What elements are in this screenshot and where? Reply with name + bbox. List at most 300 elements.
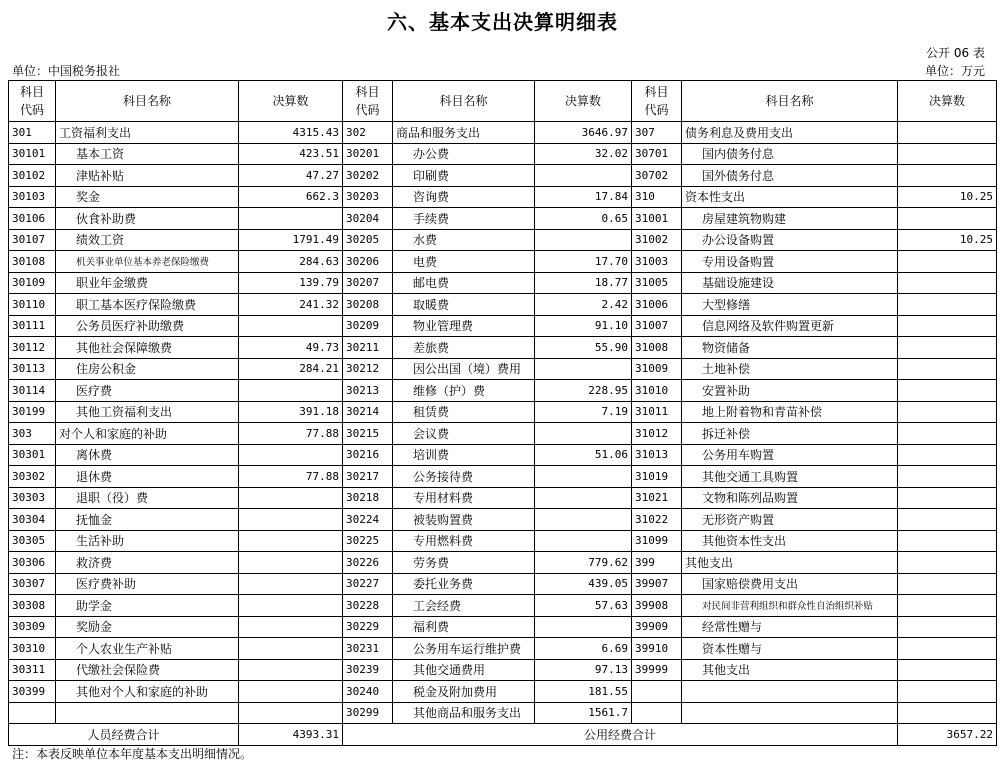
cell-amount [898, 466, 997, 488]
cell-amount [898, 702, 997, 724]
cell-name: 对个人和家庭的补助 [56, 423, 239, 445]
table-row [9, 294, 997, 316]
cell-amount [898, 530, 997, 552]
table-row [9, 165, 997, 187]
cell-amount: 17.70 [535, 251, 632, 273]
table-row [9, 401, 997, 423]
cell-code: 30206 [343, 251, 393, 273]
cell-code: 30229 [343, 616, 393, 638]
cell-amount [239, 315, 343, 337]
cell-name: 国外债务付息 [682, 165, 898, 187]
cell-code: 30309 [9, 616, 56, 638]
cell-name: 公务员医疗补助缴费 [56, 315, 239, 337]
cell-amount: 49.73 [239, 337, 343, 359]
cell-code: 30218 [343, 487, 393, 509]
cell-amount [898, 487, 997, 509]
cell-amount: 2.42 [535, 294, 632, 316]
cell-amount [898, 208, 997, 230]
cell-code: 30307 [9, 573, 56, 595]
cell-name: 退休费 [56, 466, 239, 488]
cell-amount [535, 530, 632, 552]
cell-amount: 77.88 [239, 466, 343, 488]
cell-name: 其他工资福利支出 [56, 401, 239, 423]
table-row [9, 272, 997, 294]
cell-code: 30201 [343, 143, 393, 165]
table-row [9, 229, 997, 251]
cell-amount: 181.55 [535, 681, 632, 703]
table-row [9, 122, 997, 144]
cell-code: 39909 [632, 616, 682, 638]
cell-amount [535, 229, 632, 251]
cell-code: 30228 [343, 595, 393, 617]
cell-code [632, 681, 682, 703]
cell-name: 医疗费补助 [56, 573, 239, 595]
cell-name: 资本性支出 [682, 186, 898, 208]
form-number: 公开 06 表 [926, 46, 985, 60]
page-title: 六、基本支出决算明细表 [387, 10, 618, 34]
cell-amount [239, 444, 343, 466]
cell-amount [898, 122, 997, 144]
cell-amount [898, 616, 997, 638]
cell-code: 30208 [343, 294, 393, 316]
cell-name: 委托业务费 [393, 573, 535, 595]
cell-code: 30205 [343, 229, 393, 251]
cell-code: 30213 [343, 380, 393, 402]
cell-amount [239, 208, 343, 230]
cell-name: 租赁费 [393, 401, 535, 423]
cell-name: 其他社会保障缴费 [56, 337, 239, 359]
cell-amount [239, 380, 343, 402]
cell-amount [239, 552, 343, 574]
cell-code: 30203 [343, 186, 393, 208]
cell-code: 30109 [9, 272, 56, 294]
cell-code: 31009 [632, 358, 682, 380]
cell-name: 邮电费 [393, 272, 535, 294]
cell-amount [239, 509, 343, 531]
cell-name: 工会经费 [393, 595, 535, 617]
cell-name: 绩效工资 [56, 229, 239, 251]
cell-name: 国家赔偿费用支出 [682, 573, 898, 595]
currency-unit: 单位：万元 [924, 64, 985, 78]
cell-amount [898, 444, 997, 466]
cell-amount [239, 681, 343, 703]
cell-code: 30304 [9, 509, 56, 531]
cell-name: 其他商品和服务支出 [393, 702, 535, 724]
expenditure-table [8, 80, 997, 746]
cell-amount [239, 702, 343, 724]
cell-amount [898, 681, 997, 703]
cell-name: 对民间非营利组织和群众性自治组织补贴 [682, 595, 898, 617]
cell-name: 生活补助 [56, 530, 239, 552]
table-row [9, 423, 997, 445]
cell-code: 31099 [632, 530, 682, 552]
cell-name: 专用设备购置 [682, 251, 898, 273]
cell-amount: 1791.49 [239, 229, 343, 251]
cell-amount: 18.77 [535, 272, 632, 294]
cell-name: 地上附着物和青苗补偿 [682, 401, 898, 423]
table-row [9, 444, 997, 466]
cell-code: 30227 [343, 573, 393, 595]
cell-amount [535, 423, 632, 445]
cell-name: 被装购置费 [393, 509, 535, 531]
cell-code: 30101 [9, 143, 56, 165]
cell-name: 取暖费 [393, 294, 535, 316]
table-row [9, 315, 997, 337]
cell-amount: 91.10 [535, 315, 632, 337]
cell-name: 退职（役）费 [56, 487, 239, 509]
table-row [9, 487, 997, 509]
cell-code: 30306 [9, 552, 56, 574]
cell-code: 31022 [632, 509, 682, 531]
table-row [9, 358, 997, 380]
cell-name: 会议费 [393, 423, 535, 445]
cell-code: 30107 [9, 229, 56, 251]
header-name: 科目名称 [682, 81, 898, 122]
cell-code: 30224 [343, 509, 393, 531]
cell-name: 手续费 [393, 208, 535, 230]
cell-name: 福利费 [393, 616, 535, 638]
header-name: 科目名称 [393, 81, 535, 122]
cell-code: 30231 [343, 638, 393, 660]
cell-code: 30302 [9, 466, 56, 488]
cell-code: 31008 [632, 337, 682, 359]
table-row [9, 530, 997, 552]
cell-code: 31019 [632, 466, 682, 488]
cell-code: 30217 [343, 466, 393, 488]
cell-name: 离休费 [56, 444, 239, 466]
cell-code: 30114 [9, 380, 56, 402]
cell-amount: 7.19 [535, 401, 632, 423]
cell-amount [898, 358, 997, 380]
cell-code: 30111 [9, 315, 56, 337]
cell-name: 办公设备购置 [682, 229, 898, 251]
cell-name: 基本工资 [56, 143, 239, 165]
cell-amount [239, 487, 343, 509]
table-row [9, 573, 997, 595]
cell-code: 30299 [343, 702, 393, 724]
header-code: 科目 代码 [343, 81, 393, 122]
public-total-label: 公用经费合计 [343, 724, 898, 746]
cell-code: 30199 [9, 401, 56, 423]
header-amount: 决算数 [535, 81, 632, 122]
cell-code: 30112 [9, 337, 56, 359]
cell-name: 资本性赠与 [682, 638, 898, 660]
cell-amount [898, 337, 997, 359]
cell-code: 30226 [343, 552, 393, 574]
table-row [9, 337, 997, 359]
cell-code: 30311 [9, 659, 56, 681]
cell-amount: 139.79 [239, 272, 343, 294]
cell-code: 30110 [9, 294, 56, 316]
cell-amount [535, 466, 632, 488]
cell-amount [898, 272, 997, 294]
cell-name: 抚恤金 [56, 509, 239, 531]
cell-amount [898, 165, 997, 187]
cell-name: 信息网络及软件购置更新 [682, 315, 898, 337]
cell-code: 31003 [632, 251, 682, 273]
cell-amount: 439.05 [535, 573, 632, 595]
cell-name: 咨询费 [393, 186, 535, 208]
reporting-unit: 单位：中国税务报社 [12, 64, 121, 78]
cell-amount [898, 509, 997, 531]
cell-name: 劳务费 [393, 552, 535, 574]
cell-name: 其他支出 [682, 659, 898, 681]
cell-code [632, 702, 682, 724]
cell-code: 30102 [9, 165, 56, 187]
cell-amount: 77.88 [239, 423, 343, 445]
cell-name: 文物和陈列品购置 [682, 487, 898, 509]
cell-name: 办公费 [393, 143, 535, 165]
cell-amount [898, 143, 997, 165]
cell-amount: 32.02 [535, 143, 632, 165]
cell-code: 30301 [9, 444, 56, 466]
cell-name: 差旅费 [393, 337, 535, 359]
table-row [9, 380, 997, 402]
cell-amount [898, 638, 997, 660]
cell-name [682, 702, 898, 724]
cell-name: 代缴社会保险费 [56, 659, 239, 681]
cell-name [56, 702, 239, 724]
cell-amount [898, 423, 997, 445]
cell-code: 30225 [343, 530, 393, 552]
table-row [9, 702, 997, 724]
table-row [9, 509, 997, 531]
cell-code: 39908 [632, 595, 682, 617]
cell-code: 399 [632, 552, 682, 574]
cell-amount: 391.18 [239, 401, 343, 423]
cell-name: 基础设施建设 [682, 272, 898, 294]
cell-amount [898, 315, 997, 337]
cell-code: 30214 [343, 401, 393, 423]
header-amount: 决算数 [898, 81, 997, 122]
cell-amount [239, 638, 343, 660]
header-code: 科目 代码 [632, 81, 682, 122]
cell-amount: 662.3 [239, 186, 343, 208]
cell-name: 国内债务付息 [682, 143, 898, 165]
cell-code: 30239 [343, 659, 393, 681]
cell-code: 31011 [632, 401, 682, 423]
cell-name: 土地补偿 [682, 358, 898, 380]
cell-name: 机关事业单位基本养老保险缴费 [56, 251, 239, 273]
cell-name: 专用材料费 [393, 487, 535, 509]
cell-name: 维修（护）费 [393, 380, 535, 402]
cell-name: 房屋建筑物购建 [682, 208, 898, 230]
cell-amount [535, 165, 632, 187]
cell-code: 30701 [632, 143, 682, 165]
cell-amount: 241.32 [239, 294, 343, 316]
cell-amount: 57.63 [535, 595, 632, 617]
cell-code: 39910 [632, 638, 682, 660]
table-row [9, 638, 997, 660]
footnote: 注：本表反映单位本年度基本支出明细情况。 [12, 747, 253, 761]
cell-amount: 284.21 [239, 358, 343, 380]
totals-row [9, 724, 997, 746]
cell-code: 301 [9, 122, 56, 144]
cell-code: 31002 [632, 229, 682, 251]
cell-amount [535, 358, 632, 380]
header-amount: 决算数 [239, 81, 343, 122]
table-row [9, 595, 997, 617]
table-row [9, 143, 997, 165]
cell-code: 31006 [632, 294, 682, 316]
header-name: 科目名称 [56, 81, 239, 122]
cell-amount: 97.13 [535, 659, 632, 681]
cell-name: 奖金 [56, 186, 239, 208]
table-row [9, 186, 997, 208]
cell-amount [898, 401, 997, 423]
cell-name: 大型修缮 [682, 294, 898, 316]
cell-code: 302 [343, 122, 393, 144]
cell-amount [239, 573, 343, 595]
cell-code: 31001 [632, 208, 682, 230]
cell-amount [898, 552, 997, 574]
cell-amount [535, 509, 632, 531]
cell-amount [535, 616, 632, 638]
table-row [9, 208, 997, 230]
cell-amount [535, 487, 632, 509]
cell-code: 30108 [9, 251, 56, 273]
cell-amount: 3646.97 [535, 122, 632, 144]
cell-code: 310 [632, 186, 682, 208]
cell-code: 30113 [9, 358, 56, 380]
cell-name: 商品和服务支出 [393, 122, 535, 144]
cell-amount: 10.25 [898, 229, 997, 251]
cell-name: 其他交通工具购置 [682, 466, 898, 488]
cell-code: 31012 [632, 423, 682, 445]
cell-name: 个人农业生产补贴 [56, 638, 239, 660]
cell-amount: 17.84 [535, 186, 632, 208]
cell-amount: 228.95 [535, 380, 632, 402]
cell-name: 水费 [393, 229, 535, 251]
cell-amount: 284.63 [239, 251, 343, 273]
cell-amount [898, 251, 997, 273]
cell-amount [239, 616, 343, 638]
cell-code: 30103 [9, 186, 56, 208]
header-row [9, 81, 997, 122]
cell-amount [898, 595, 997, 617]
cell-code: 39907 [632, 573, 682, 595]
public-total-amount: 3657.22 [898, 724, 997, 746]
cell-name: 印刷费 [393, 165, 535, 187]
cell-amount: 47.27 [239, 165, 343, 187]
cell-name: 经常性赠与 [682, 616, 898, 638]
cell-name: 其他资本性支出 [682, 530, 898, 552]
personnel-total-amount: 4393.31 [239, 724, 343, 746]
cell-amount: 4315.43 [239, 122, 343, 144]
cell-amount: 0.65 [535, 208, 632, 230]
table-row [9, 659, 997, 681]
cell-code: 30215 [343, 423, 393, 445]
cell-amount [239, 595, 343, 617]
cell-amount: 10.25 [898, 186, 997, 208]
cell-name: 债务利息及费用支出 [682, 122, 898, 144]
cell-name: 物资储备 [682, 337, 898, 359]
cell-code: 30310 [9, 638, 56, 660]
cell-name: 因公出国（境）费用 [393, 358, 535, 380]
cell-name: 拆迁补偿 [682, 423, 898, 445]
cell-name: 工资福利支出 [56, 122, 239, 144]
cell-code: 30702 [632, 165, 682, 187]
cell-name: 公务接待费 [393, 466, 535, 488]
cell-code: 30204 [343, 208, 393, 230]
cell-amount [898, 294, 997, 316]
header-code: 科目 代码 [9, 81, 56, 122]
cell-code [9, 702, 56, 724]
cell-name: 专用燃料费 [393, 530, 535, 552]
cell-code: 31007 [632, 315, 682, 337]
cell-name: 公务用车购置 [682, 444, 898, 466]
personnel-total-label: 人员经费合计 [9, 724, 239, 746]
cell-amount [239, 659, 343, 681]
table-row [9, 251, 997, 273]
cell-code: 30399 [9, 681, 56, 703]
cell-amount [898, 380, 997, 402]
cell-code: 307 [632, 122, 682, 144]
cell-amount: 55.90 [535, 337, 632, 359]
cell-amount: 423.51 [239, 143, 343, 165]
cell-name: 救济费 [56, 552, 239, 574]
cell-amount: 1561.7 [535, 702, 632, 724]
cell-amount: 51.06 [535, 444, 632, 466]
cell-name: 无形资产购置 [682, 509, 898, 531]
cell-name: 医疗费 [56, 380, 239, 402]
cell-code: 30207 [343, 272, 393, 294]
cell-amount [898, 573, 997, 595]
cell-code: 39999 [632, 659, 682, 681]
cell-name: 税金及附加费用 [393, 681, 535, 703]
cell-code: 30202 [343, 165, 393, 187]
cell-code: 31021 [632, 487, 682, 509]
table-row [9, 616, 997, 638]
cell-name: 住房公积金 [56, 358, 239, 380]
cell-code: 30106 [9, 208, 56, 230]
cell-code: 30303 [9, 487, 56, 509]
cell-code: 30305 [9, 530, 56, 552]
cell-code: 30211 [343, 337, 393, 359]
cell-name: 津贴补贴 [56, 165, 239, 187]
cell-name: 奖励金 [56, 616, 239, 638]
cell-code: 30240 [343, 681, 393, 703]
cell-name: 伙食补助费 [56, 208, 239, 230]
cell-code: 31010 [632, 380, 682, 402]
table-row [9, 552, 997, 574]
cell-name: 电费 [393, 251, 535, 273]
cell-code: 30209 [343, 315, 393, 337]
cell-name: 助学金 [56, 595, 239, 617]
cell-name: 职业年金缴费 [56, 272, 239, 294]
table-row [9, 466, 997, 488]
cell-name [682, 681, 898, 703]
cell-name: 其他支出 [682, 552, 898, 574]
cell-code: 303 [9, 423, 56, 445]
cell-code: 31013 [632, 444, 682, 466]
cell-amount: 6.69 [535, 638, 632, 660]
cell-amount: 779.62 [535, 552, 632, 574]
cell-name: 其他对个人和家庭的补助 [56, 681, 239, 703]
table-row [9, 681, 997, 703]
cell-code: 30216 [343, 444, 393, 466]
cell-amount [239, 530, 343, 552]
cell-name: 培训费 [393, 444, 535, 466]
cell-name: 其他交通费用 [393, 659, 535, 681]
cell-code: 30308 [9, 595, 56, 617]
cell-name: 物业管理费 [393, 315, 535, 337]
cell-name: 公务用车运行维护费 [393, 638, 535, 660]
cell-name: 安置补助 [682, 380, 898, 402]
cell-code: 30212 [343, 358, 393, 380]
cell-amount [898, 659, 997, 681]
cell-code: 31005 [632, 272, 682, 294]
